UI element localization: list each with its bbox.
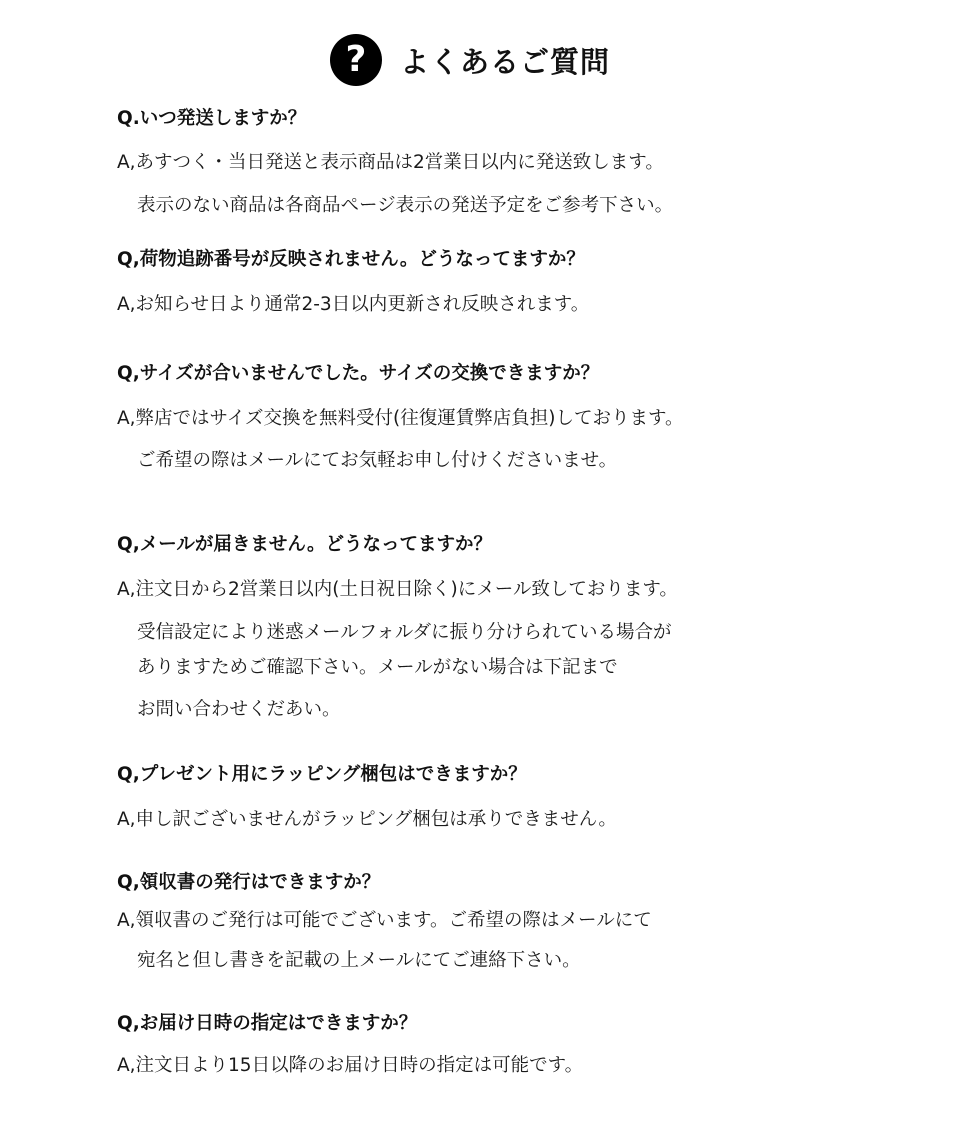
faq-answer-line: A,注文日より15日以降のお届け日時の指定は可能です。	[117, 1055, 584, 1076]
faq-answer-line: A,申し訳ございませんがラッピング梱包は承りできません。	[117, 809, 617, 830]
faq-answer-line: A,注文日から2営業日以内(土日祝日除く)にメール致しております。	[117, 579, 678, 600]
faq-answer-line: ご希望の際はメールにてお気軽お申し付けくださいませ。	[137, 450, 618, 471]
faq-question-tracking: Q,荷物追跡番号が反映されません。どうなってますか？	[117, 249, 585, 270]
faq-answer-line: A,領収書のご発行は可能でございます。ご希望の際はメールにて	[117, 910, 652, 931]
faq-answer-line: A,あすつく・当日発送と表示商品は2営業日以内に発送致します。	[117, 152, 664, 173]
question-circle-icon: ?	[330, 34, 382, 86]
faq-answer-line: A,弊店ではサイズ交換を無料受付(往復運賃弊店負担)しております。	[117, 408, 684, 429]
faq-question-shipping: Q.いつ発送しますか？	[117, 108, 307, 129]
faq-answer-line: お問い合わせくだあい。	[137, 699, 341, 720]
faq-question-email: Q,メールが届きません。どうなってますか？	[117, 534, 492, 555]
faq-question-wrapping: Q,プレゼント用にラッピング梱包はできますか？	[117, 764, 527, 785]
faq-question-receipt: Q,領収書の発行はできますか？	[117, 872, 381, 893]
faq-answer-line: 宛名と但し書きを記載の上メールにてご連絡下さい。	[137, 950, 581, 971]
faq-question-delivery-date: Q,お届け日時の指定はできますか？	[117, 1013, 418, 1034]
page-title: よくあるご質問	[399, 44, 610, 79]
faq-answer-line: A,お知らせ日より通常2-3日以内更新され反映されます。	[117, 294, 590, 315]
page-header	[0, 33, 980, 87]
faq-answer-line: 受信設定により迷惑メールフォルダに振り分けられている場合が	[137, 622, 672, 643]
faq-question-size-exchange: Q,サイズが合いませんでした。サイズの交換できますか？	[117, 363, 600, 384]
faq-answer-line: ありますためご確認下さい。メールがない場合は下記まで	[137, 657, 618, 678]
faq-answer-line: 表示のない商品は各商品ページ表示の発送予定をご参考下さい。	[137, 195, 674, 216]
